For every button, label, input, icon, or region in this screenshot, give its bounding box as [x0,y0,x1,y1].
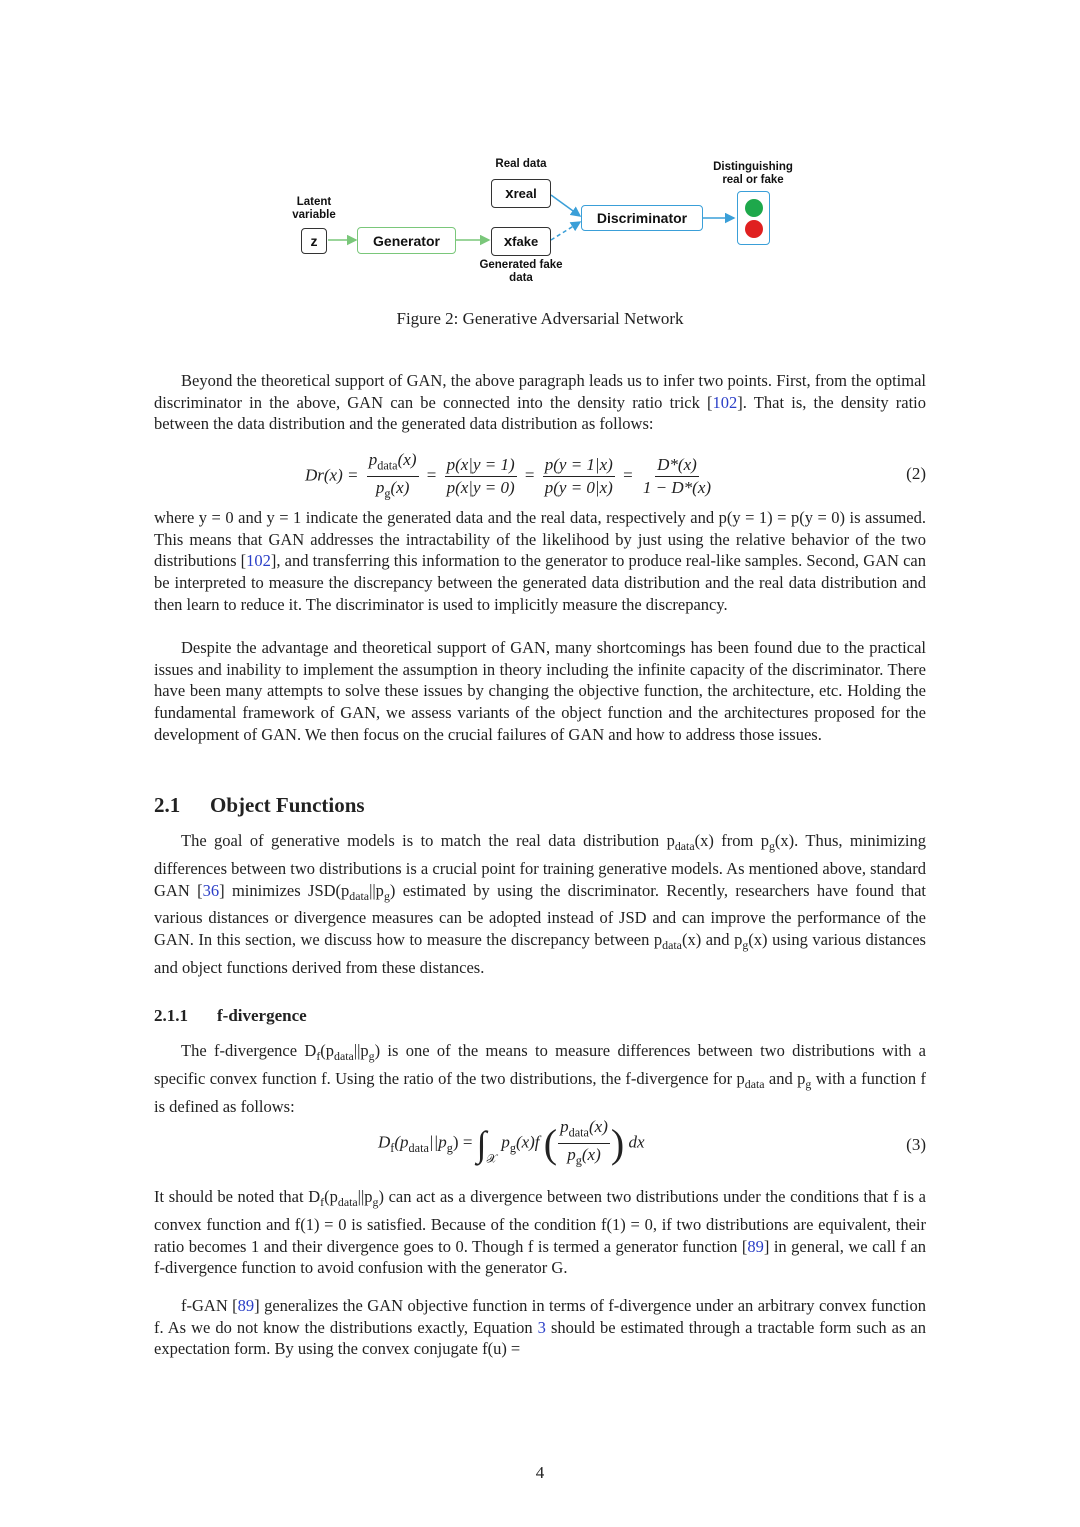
subscript: g [372,1195,379,1210]
text: ] minimizes JSD(p [219,880,350,900]
eq2-fraction-2 [445,456,517,497]
x-real-box [491,179,551,208]
eq2-f1-den-tail: (x) [390,478,410,498]
text: (p [324,1187,338,1206]
section-number: 2.1 [154,793,181,817]
text: ] in general, we call f an f-divergence function to avoid confusion with the generator G. [154,1236,926,1278]
text: ||p [353,1041,369,1060]
eq3-num: p [560,1117,569,1136]
distinguishing-label: Distinguishing real or fake [713,161,793,186]
citation-link[interactable]: 36 [202,880,220,900]
text: and p [764,1068,806,1088]
eq2-equals: = [524,465,535,485]
subscript: data [337,1195,358,1210]
figure-caption: Figure 2: Generative Adversarial Network [396,309,684,328]
text: (x) from p [694,831,769,850]
eq3-mid: (x)f [515,1132,540,1152]
text: ||p [369,880,384,900]
text: should be estimated through a tractable form such as an expectation form. By using the convex conjugate f(u) = [154,1317,927,1359]
citation-link[interactable]: 89 [237,1296,255,1315]
eq2-f1-num-sub: data [377,458,398,473]
eq2-f1-num: p [368,450,378,469]
subscript: data [334,1049,354,1064]
text: ]. That is, the density ratio between the data distribution and the generated data distribution as follows: [154,392,927,434]
subscript: f [320,1195,325,1210]
eq3-sub: data [408,1140,429,1155]
eq2-f1-den-sub: g [384,486,391,501]
eq2-f3-num: p(y = 1|x) [543,456,615,477]
text: f-GAN [ [181,1296,238,1315]
eq3-lhs: (p [394,1132,409,1152]
subscript: g [805,1077,812,1092]
text: with a function f is defined as follows: [154,1068,927,1116]
eq3-den: (x) [581,1145,601,1165]
text: The f-divergence D [181,1041,317,1060]
eq2-fraction-3 [543,456,615,497]
text: where y = 0 and y = 1 indicate the generated data and the real data, respectively and p(y = 1) = p(y = 0) is assumed. This means that GAN addresses the intractability of the likelihood by just using the relative behavior of the two distributions [ [154,508,926,571]
eq3-den: p [567,1145,576,1165]
subsection-number: 2.1.1 [154,1006,188,1025]
text: It should be noted that D [154,1187,321,1206]
equation-3 [378,1118,645,1170]
text: (x) and p [681,930,743,950]
subscript: data [349,888,370,903]
latent-variable-label: Latent variable [292,196,336,221]
eq3-fraction [558,1118,610,1170]
eq2-f4-den: 1 − D*(x) [642,478,712,498]
section-heading [154,793,365,818]
eq3-sub: data [568,1125,589,1140]
eq2-f1-num-tail: (x) [397,450,417,469]
text: ) can act as a divergence between two distributions under the conditions that f is a convex function and f(1) = 0 is satisfied. Because of the condition f(1) = 0, if two distributions are equivalent, their ratio becomes 1 and their divergence goes to 0. Though f is termed a generator function [ [154,1187,926,1256]
eq2-fraction-4 [641,456,713,497]
text: The goal of generative models is to match the real data distribution p [181,831,675,850]
z-box: z [301,228,327,254]
subscript: g [742,938,749,953]
integral-icon: ∫ [476,1123,487,1164]
red-light-icon [745,220,763,238]
citation-link[interactable]: 102 [712,392,738,412]
text: (x) using various distances and object functions derived from these distances. [154,930,926,977]
output-indicator [737,191,770,245]
citation-link[interactable]: 89 [747,1236,764,1256]
x-fake-base: x [503,233,513,250]
subscript: g [768,839,775,854]
x-real-base: x [505,185,514,202]
page-number: 4 [535,1463,545,1482]
eq3-domain: 𝒳 [486,1151,498,1166]
real-data-label: Real data [495,158,547,170]
text: (x). Thus, minimizing differences between two distributions is a crucial point for training generative models. As mentioned above, standard GAN [ [154,831,926,900]
subscript: data [674,839,695,854]
paragraph-shortcomings: Despite the advantage and theoretical support of GAN, many shortcomings has been found due to the practical issues and inability to implement the assumption in theory including the infinite capacity of the discriminator. There have been many attempts to solve these issues by changing the objective function, the architecture, etc. Holding the fundamental framework of GAN, we assess variants of the object function and the architectures proposed for the development of GAN. We then focus on the crucial failures of GAN and how to address those issues. [154,638,926,744]
section-title: Object Functions [210,793,365,817]
subscript: data [662,938,682,953]
subscript: f [316,1049,321,1064]
eq2-f4-num: D*(x) [655,456,699,477]
paragraph-f-gan [154,1295,926,1360]
eq3-sub: g [575,1153,582,1168]
equation-2 [305,451,717,503]
subscript: g [368,1049,375,1064]
eq2-fraction-1 [367,451,419,503]
citation-link[interactable]: 102 [246,551,271,571]
text: ) is one of the means to measure differences between two distributions with a specific convex function f. Using the ratio of the two distributions, the f-divergence for p [154,1041,926,1088]
eq3-num: (x) [589,1117,608,1136]
green-light-icon [745,199,763,217]
subscript: g [383,888,390,903]
equation-3-number: (3) [906,1135,926,1154]
equation-2-number: (2) [906,464,926,483]
eq3-lhs: ||p [428,1132,447,1152]
text: Beyond the theoretical support of GAN, the above paragraph leads us to infer two points. First, from the optimal discriminator in the above, GAN can be connected into the density ratio trick [ [154,371,926,412]
eq3-sub: f [390,1140,395,1155]
eq2-f2-num: p(x|y = 1) [445,456,517,477]
subscript: data [744,1077,765,1092]
eq2-f3-den: p(y = 0|x) [544,478,613,498]
eq2-lhs: Dr(x) = [305,465,359,485]
generator-box: Generator [357,227,456,254]
x-real-subscript: real [513,186,537,201]
paragraph-interpretation [154,507,926,616]
x-fake-box [491,227,551,256]
eq3-equals: ) = [452,1132,473,1152]
eq2-f1-den: p [375,478,385,498]
equation-link[interactable]: 3 [537,1317,546,1337]
discriminator-box: Discriminator [581,205,703,231]
paragraph-object-functions [154,830,926,979]
eq3-sub: g [446,1140,453,1155]
arrow-xreal-to-discriminator [551,195,580,216]
subsection-title: f-divergence [217,1006,307,1025]
eq2-f2-den: p(x|y = 0) [446,478,515,498]
eq3-lhs: D [378,1132,391,1152]
x-fake-subscript: fake [512,234,539,249]
arrow-xfake-to-discriminator [551,222,580,240]
text: ) estimated by using the discriminator. Recently, researchers have found that various distances or divergence measures can be adopted instead of JSD and can improve the performance of the GAN. In this section, we discuss how to measure the discrepancy between p [154,880,926,950]
text: ], and transferring this information to the generator to produce real-like samples. Second, GAN can be interpreted to measure the discrepancy between the generated data distribution and the real data distribution and then learn to reduce it. The discriminator is used to implicitly measure the discrepancy. [154,551,926,614]
paragraph-f-divergence [154,1040,926,1117]
paragraph-divergence-conditions [154,1186,926,1279]
eq3-sub: g [509,1140,516,1155]
text: ||p [357,1187,373,1206]
subsection-heading [154,1006,307,1026]
eq2-equals: = [623,465,633,485]
eq3-paren: ( [543,1120,558,1166]
generated-fake-data-label: Generated fake data [479,259,563,284]
eq3-dx: dx [628,1132,645,1152]
paragraph-density-ratio [154,370,926,435]
eq2-equals: = [426,465,437,485]
text: (p [320,1041,335,1060]
eq3-mid: p [501,1132,510,1152]
eq3-paren: ) [610,1120,625,1166]
text: ] generalizes the GAN objective function in terms of f-divergence under an arbitrary convex function f. As we do not know the distributions exactly, Equation [154,1296,926,1337]
